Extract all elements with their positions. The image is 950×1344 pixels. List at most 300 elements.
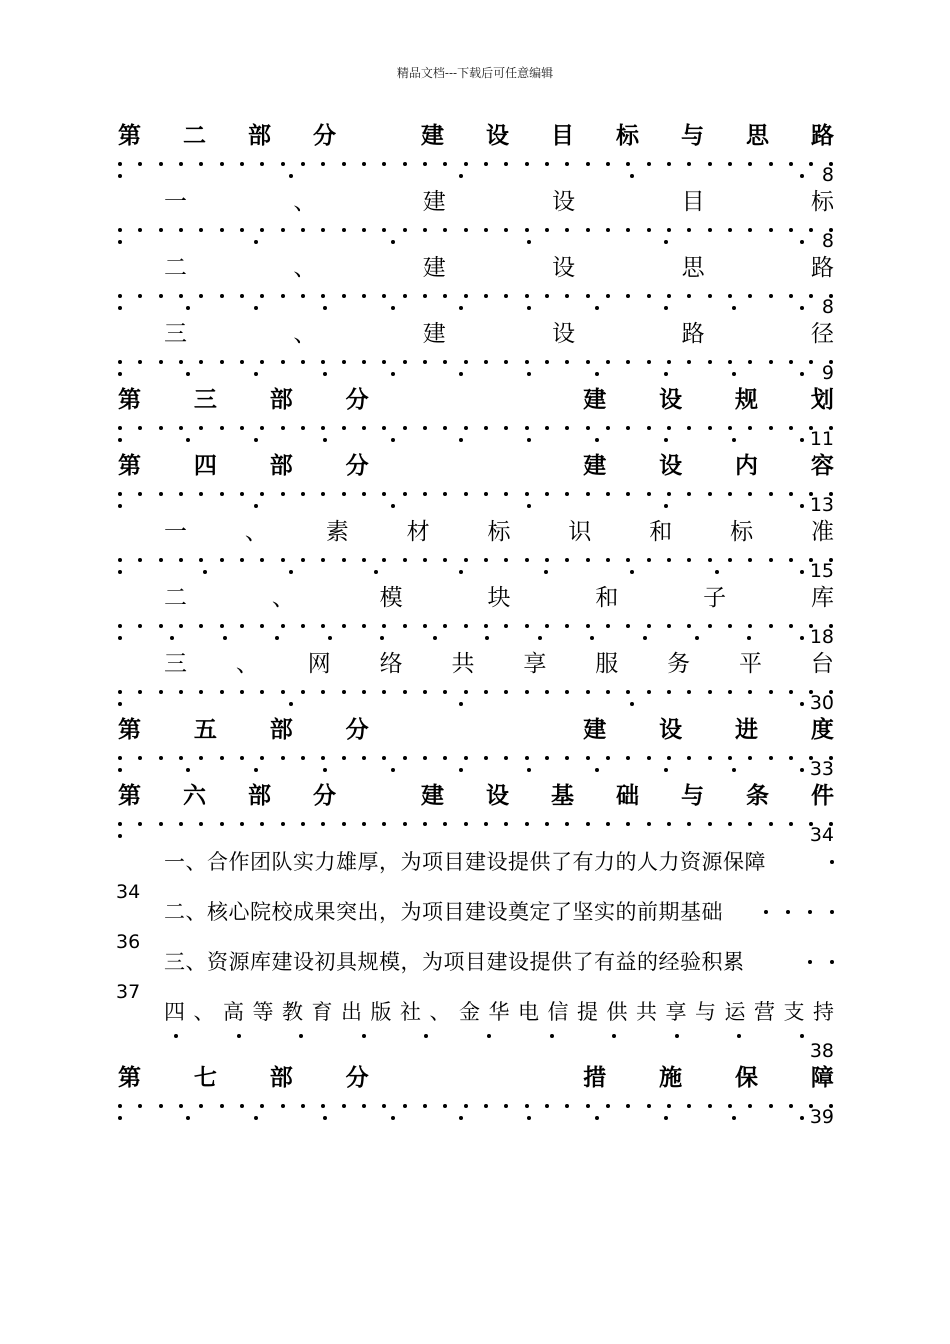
toc-title-char: 与: [681, 123, 704, 149]
leader-dot: [527, 1116, 531, 1120]
leader-dot: [748, 756, 752, 760]
toc-title-char: 台: [810, 651, 834, 677]
leader-dot: [606, 162, 610, 166]
toc-title-char: 子: [703, 585, 727, 611]
leader-dot: [403, 426, 407, 430]
leader-dot: [382, 624, 386, 628]
leader-dot: [764, 910, 768, 914]
leader-dot: [626, 1104, 630, 1108]
toc-entry-title: [118, 446, 834, 486]
toc-title-char: 基: [551, 783, 574, 809]
leader-dot: [527, 768, 531, 772]
toc-leader: [118, 222, 834, 252]
toc-leader: [118, 354, 834, 384]
toc-entry[interactable]: [118, 182, 834, 252]
leader-dot: [647, 822, 651, 826]
toc-title-text: 三、资源库建设初具规模，为项目建设提供了有益的经验积累: [164, 950, 745, 974]
leader-dot: [391, 768, 395, 772]
leader-dot: [504, 690, 508, 694]
leader-dot: [170, 636, 174, 640]
toc-title-char: 五: [193, 717, 217, 743]
leader-dot: [179, 1104, 183, 1108]
toc-entry[interactable]: [116, 842, 834, 903]
leader-dot: [667, 294, 671, 298]
leader-dot: [281, 426, 285, 430]
toc-title-char: 共: [636, 1000, 657, 1024]
leader-dot: [299, 1034, 303, 1038]
leader-dot: [527, 306, 531, 310]
toc-title-char: 第: [118, 1065, 141, 1091]
toc-title-char: 三: [164, 321, 187, 347]
toc-title-char: 和: [649, 519, 673, 545]
leader-dot: [423, 426, 427, 430]
leader-dots: [174, 1034, 804, 1040]
leader-dot: [606, 228, 610, 232]
leader-dot: [118, 306, 122, 310]
leader-dot: [586, 228, 590, 232]
leader-dot: [667, 822, 671, 826]
toc-title-char: 、: [271, 585, 295, 611]
leader-dot: [687, 822, 691, 826]
leader-dot: [199, 822, 203, 826]
toc-title-char: 部: [248, 123, 271, 149]
leader-dot: [525, 624, 529, 628]
leader-dot: [485, 636, 489, 640]
leader-dot: [443, 162, 447, 166]
toc-title-char: 一: [164, 519, 187, 545]
leader-dot: [809, 294, 813, 298]
toc-page-number: 30: [809, 692, 834, 714]
leader-dot: [545, 426, 549, 430]
leader-dot: [362, 822, 366, 826]
toc-entry[interactable]: [118, 776, 834, 846]
leader-dot: [667, 690, 671, 694]
leader-dot: [382, 294, 386, 298]
toc-entry[interactable]: [118, 512, 834, 582]
toc-title-char: 、: [193, 1000, 215, 1024]
leader-dot: [220, 690, 224, 694]
toc-title-char: 四: [193, 453, 217, 479]
leader-dot: [606, 492, 610, 496]
leader-dot: [159, 558, 163, 562]
leader-dot: [687, 492, 691, 496]
leader-dot: [586, 624, 590, 628]
table-of-contents: [116, 116, 834, 1128]
leader-dot: [606, 822, 610, 826]
leader-dot: [464, 426, 468, 430]
leader-dot: [687, 228, 691, 232]
leader-dot: [423, 558, 427, 562]
leader-dot: [118, 690, 122, 694]
toc-title-char: 度: [810, 717, 834, 743]
leader-dot: [374, 570, 378, 574]
toc-title-char: 三: [164, 651, 187, 677]
leader-dot: [527, 372, 531, 376]
leader-dot: [118, 702, 122, 706]
leader-dot: [565, 624, 569, 628]
toc-page-number: 13: [809, 494, 834, 516]
leader-dot: [525, 426, 529, 430]
leader-dot: [484, 360, 488, 364]
leader-dot: [647, 558, 651, 562]
leader-dot: [179, 690, 183, 694]
leader-dot: [606, 690, 610, 694]
leader-dot: [459, 570, 463, 574]
toc-leader: [118, 816, 834, 846]
leader-dot: [687, 426, 691, 430]
leader-dot: [199, 558, 203, 562]
leader-dot: [789, 162, 793, 166]
leader-dot: [504, 162, 508, 166]
leader-dot: [323, 372, 327, 376]
leader-dot: [362, 558, 366, 562]
leader-dots: [118, 690, 834, 696]
toc-title-char: 标: [487, 519, 511, 545]
leader-dot: [687, 360, 691, 364]
leader-dot: [586, 360, 590, 364]
toc-title-char: 路: [810, 255, 834, 281]
leader-dot: [342, 426, 346, 430]
toc-title-char: 障: [810, 1065, 834, 1091]
leader-dot: [545, 492, 549, 496]
toc-title-char: 识: [568, 519, 592, 545]
leader-dot: [789, 294, 793, 298]
leader-dot: [118, 756, 122, 760]
leader-dot: [484, 822, 488, 826]
leader-dot: [423, 690, 427, 694]
leader-dot: [321, 624, 325, 628]
leader-dot: [626, 162, 630, 166]
toc-title-char: 享: [523, 651, 547, 677]
leader-dot: [464, 690, 468, 694]
leader-dot: [525, 756, 529, 760]
toc-page-number: 34: [116, 881, 141, 903]
toc-title-char: 高: [223, 1000, 244, 1024]
leader-dot: [728, 360, 732, 364]
leader-dot: [138, 558, 142, 562]
toc-leader: [118, 486, 834, 516]
toc-title-char: 二: [164, 255, 187, 281]
toc-title-char: 络: [379, 651, 403, 677]
leader-dot: [565, 492, 569, 496]
leader-dot: [748, 492, 752, 496]
leader-dot: [220, 162, 224, 166]
leader-dot: [391, 504, 395, 508]
leader-dot: [695, 636, 699, 640]
toc-entry-title: [118, 512, 834, 552]
leader-dot: [118, 438, 122, 442]
leader-dot: [464, 558, 468, 562]
leader-dot: [647, 426, 651, 430]
toc-title-char: 与: [681, 783, 704, 809]
leader-dot: [443, 558, 447, 562]
leader-dot: [237, 1034, 241, 1038]
toc-entry-title: [118, 380, 834, 420]
leader-dot: [565, 294, 569, 298]
leader-dot: [118, 558, 122, 562]
toc-title-char: 部: [269, 717, 293, 743]
leader-dot: [118, 822, 122, 826]
toc-title-char: 第: [118, 123, 141, 149]
leader-dot: [281, 228, 285, 232]
leader-dot: [708, 426, 712, 430]
leader-dot: [748, 426, 752, 430]
leader-dot: [647, 294, 651, 298]
leader-dot: [321, 558, 325, 562]
leader-dot: [626, 822, 630, 826]
leader-dot: [342, 492, 346, 496]
toc-title-char: 建: [422, 189, 446, 215]
leader-dot: [484, 624, 488, 628]
leader-dot: [260, 426, 264, 430]
leader-dot: [382, 228, 386, 232]
leader-dot: [118, 162, 122, 166]
leader-dot: [423, 162, 427, 166]
leader-dot: [260, 492, 264, 496]
leader-dot: [220, 492, 224, 496]
leader-dot: [254, 438, 258, 442]
leader-dot: [159, 756, 163, 760]
leader-dot: [789, 1104, 793, 1108]
leader-dot: [464, 360, 468, 364]
toc-title-char: 金: [459, 1000, 480, 1024]
leader-dot: [423, 294, 427, 298]
leader-dot: [484, 558, 488, 562]
leader-dots: [118, 1104, 834, 1110]
toc-page-number: 9: [821, 362, 834, 384]
leader-dot: [321, 228, 325, 232]
leader-dot: [459, 174, 463, 178]
leader-dot: [748, 360, 752, 364]
leader-dot: [800, 702, 804, 706]
leader-dot: [281, 360, 285, 364]
leader-dot: [301, 162, 305, 166]
toc-entry[interactable]: [118, 116, 834, 186]
leader-dot: [664, 372, 668, 376]
toc-title-char: 支: [783, 1000, 805, 1024]
leader-dots: [118, 492, 834, 498]
toc-entry[interactable]: [118, 248, 834, 318]
toc-title-char: 二: [164, 585, 187, 611]
toc-entry-title: [118, 578, 834, 618]
toc-title-char: 务: [667, 651, 691, 677]
leader-dot: [504, 294, 508, 298]
leader-dot: [728, 426, 732, 430]
leader-dot: [301, 1104, 305, 1108]
toc-page-number: 36: [116, 931, 141, 953]
toc-title-char: 部: [269, 1065, 293, 1091]
leader-dot: [809, 228, 813, 232]
leader-dot: [301, 558, 305, 562]
leader-dot: [342, 294, 346, 298]
leader-dot: [545, 558, 549, 562]
leader-dot: [565, 558, 569, 562]
leader-dot: [199, 294, 203, 298]
leader-dot: [199, 624, 203, 628]
toc-leader: [118, 684, 834, 714]
toc-title-char: 径: [810, 321, 834, 347]
leader-dot: [748, 162, 752, 166]
leader-dot: [223, 636, 227, 640]
toc-entry[interactable]: [118, 1058, 834, 1128]
leader-dot: [708, 360, 712, 364]
toc-title-char: 路: [811, 123, 834, 149]
leader-dot: [538, 636, 542, 640]
toc-title-char: 社: [400, 1000, 421, 1024]
leader-dot: [342, 1104, 346, 1108]
leader-dot: [728, 294, 732, 298]
leader-dot: [118, 294, 122, 298]
leader-dot: [667, 1104, 671, 1108]
leader-dot: [403, 624, 407, 628]
toc-title-char: 供: [606, 1000, 628, 1024]
leader-dot: [732, 768, 736, 772]
leader-dot: [380, 636, 384, 640]
leader-dot: [240, 558, 244, 562]
toc-leader: [118, 156, 834, 186]
leader-dots: [118, 438, 804, 444]
toc-entry-title: [118, 842, 834, 882]
leader-dot: [382, 162, 386, 166]
leader-dot: [220, 756, 224, 760]
leader-dot: [647, 1104, 651, 1108]
toc-title-char: 、: [293, 255, 317, 281]
toc-title-char: 信: [547, 1000, 569, 1024]
leader-dot: [504, 1104, 508, 1108]
toc-title-char: 目: [551, 123, 574, 149]
leader-dot: [301, 492, 305, 496]
leader-dot: [391, 306, 395, 310]
leader-dot: [240, 756, 244, 760]
leader-dot: [199, 228, 203, 232]
leader-dot: [789, 360, 793, 364]
leader-dot: [138, 162, 142, 166]
leader-dot: [586, 492, 590, 496]
toc-entry[interactable]: [118, 380, 834, 450]
leader-dot: [747, 636, 751, 640]
leader-dot: [647, 690, 651, 694]
leader-dot: [626, 426, 630, 430]
toc-title-char: 分: [345, 1065, 369, 1091]
leader-dot: [687, 1104, 691, 1108]
leader-dot: [664, 438, 668, 442]
toc-title-char: 分: [313, 783, 336, 809]
leader-dots: [118, 822, 834, 828]
toc-title-char: 分: [345, 717, 369, 743]
leader-dot: [728, 624, 732, 628]
leader-dot: [484, 162, 488, 166]
leader-dot: [423, 822, 427, 826]
leader-dot: [504, 492, 508, 496]
leader-dot: [342, 558, 346, 562]
leader-dot: [504, 426, 508, 430]
toc-title-char: 标: [810, 189, 834, 215]
toc-entry[interactable]: [118, 644, 834, 714]
toc-entry[interactable]: [118, 710, 834, 780]
toc-title-char: 进: [735, 717, 759, 743]
leader-dot: [321, 426, 325, 430]
leader-dot: [118, 570, 122, 574]
toc-title-char: 准: [811, 519, 834, 545]
leader-dot: [789, 624, 793, 628]
leader-dot: [595, 306, 599, 310]
leader-dot: [626, 360, 630, 364]
leader-dot: [484, 756, 488, 760]
leader-dot: [342, 228, 346, 232]
leader-dot: [138, 756, 142, 760]
leader-dot: [240, 162, 244, 166]
toc-entry[interactable]: [118, 992, 834, 1062]
leader-dot: [118, 360, 122, 364]
leader-dot: [186, 1116, 190, 1120]
leader-dot: [789, 426, 793, 430]
toc-title-char: 第: [118, 453, 141, 479]
toc-title-char: 第: [118, 387, 141, 413]
leader-dots: [118, 240, 804, 246]
leader-dot: [800, 768, 804, 772]
leader-dot: [459, 372, 463, 376]
leader-dot: [220, 1104, 224, 1108]
leader-dot: [484, 690, 488, 694]
leader-dot: [647, 360, 651, 364]
toc-title-char: 第: [118, 717, 141, 743]
leader-dot: [527, 240, 531, 244]
leader-dot: [675, 1034, 679, 1038]
leader-dot: [809, 162, 813, 166]
leader-dot: [199, 756, 203, 760]
leader-dot: [138, 360, 142, 364]
leader-dot: [565, 162, 569, 166]
leader-dot: [748, 228, 752, 232]
leader-dot: [769, 162, 773, 166]
leader-dot: [464, 492, 468, 496]
toc-title-char: 和: [595, 585, 619, 611]
leader-dot: [281, 624, 285, 628]
leader-dot: [301, 624, 305, 628]
leader-dot: [504, 360, 508, 364]
toc-title-char: 规: [735, 387, 759, 413]
toc-leader: [118, 618, 834, 648]
leader-dot: [525, 492, 529, 496]
toc-page-number: 8: [821, 296, 834, 318]
toc-entry[interactable]: [118, 446, 834, 516]
leader-dot: [118, 834, 122, 838]
leader-dots: [118, 360, 834, 366]
toc-title-char: 内: [735, 453, 759, 479]
leader-dot: [423, 228, 427, 232]
leader-dot: [328, 636, 332, 640]
leader-dot: [199, 690, 203, 694]
toc-title-char: 思: [746, 123, 769, 149]
leader-dot: [630, 174, 634, 178]
toc-title-char: 、: [429, 1000, 451, 1024]
leader-dot: [433, 636, 437, 640]
leader-dot: [403, 690, 407, 694]
leader-dot: [545, 360, 549, 364]
leader-dot: [732, 1116, 736, 1120]
leader-dot: [606, 360, 610, 364]
leader-dot: [391, 372, 395, 376]
leader-dot: [159, 294, 163, 298]
toc-entry[interactable]: [118, 578, 834, 648]
toc-title-char: 三: [193, 387, 217, 413]
leader-dot: [687, 756, 691, 760]
toc-title-char: 件: [811, 783, 834, 809]
leader-dot: [159, 690, 163, 694]
toc-leader: [118, 420, 834, 450]
leader-dot: [362, 162, 366, 166]
toc-entry[interactable]: [118, 314, 834, 384]
